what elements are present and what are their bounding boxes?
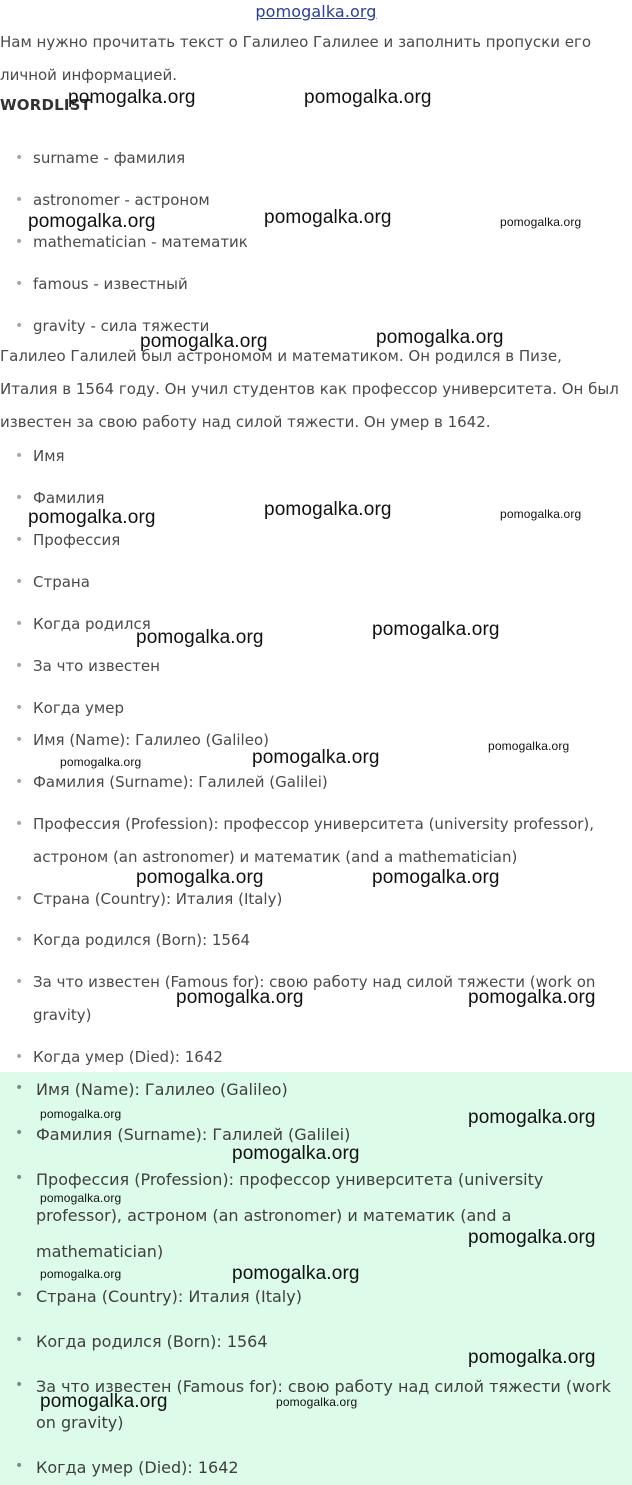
watermark: pomogalka.org [264,207,392,228]
bullet: • [15,1080,24,1096]
answer-item-text: Когда родился (Born): 1564 [36,1332,268,1351]
list-item-text: Когда умер [33,699,124,717]
bullet: • [15,1332,24,1348]
bullet: • [15,700,24,716]
answer-item [0,1162,620,1270]
answer-item-text: Фамилия (Surname): Галилей (Galilei) [36,1125,351,1144]
list-item-text: Профессия (Profession): профессор университета (university professor), астроном (an astronomer) и математик (and a mathematician) [33,815,595,866]
list-item-text: Когда умер (Died): 1642 [33,1048,223,1066]
intro-paragraph: Нам нужно прочитать текст о Галилео Галилее и заполнить пропуски его личной информацией. [0,33,592,84]
list-item-text: Имя [33,447,65,465]
bullet: • [15,532,24,548]
watermark: pomogalka.org [40,1267,122,1281]
bullet: • [15,234,24,250]
bullet: • [15,574,24,590]
list-item [0,566,620,599]
list-item [0,766,620,799]
watermark: pomogalka.org [140,331,268,352]
answer-item-text: Когда умер (Died): 1642 [36,1458,239,1477]
watermark: pomogalka.org [372,867,500,888]
bullet: • [15,490,24,506]
watermark: pomogalka.org [468,1227,596,1248]
bullet: • [15,1458,24,1474]
watermark: pomogalka.org [276,1395,358,1409]
list-item-text: Имя (Name): Галилео (Galileo) [33,731,269,749]
wordlist-item-label: astronomer - астроном [33,191,210,209]
list-item [0,440,620,473]
wordlist-item-label: mathematician - математик [33,233,248,251]
wordlist-heading: WORDLIST [0,96,92,114]
bullet: • [15,1377,24,1393]
watermark: pomogalka.org [176,987,304,1008]
watermark: pomogalka.org [264,499,392,520]
bullet: • [15,732,24,748]
answer-item [0,1072,620,1108]
wordlist-item-label: surname - фамилия [33,149,186,167]
list-item-text: Страна [33,573,90,591]
wordlist-item-label: famous - известный [33,275,188,293]
list-item [0,1041,620,1074]
bullet: • [15,1170,24,1186]
answer-item-text: Страна (Country): Италия (Italy) [36,1287,302,1306]
bullet: • [15,1287,24,1303]
bullet: • [15,891,24,907]
list-item-text: За что известен [33,657,160,675]
answer-item [0,1450,620,1485]
watermark: pomogalka.org [28,507,156,528]
answer-item-text: Профессия (Profession): профессор университета (university professor), астроном (an astronomer) и математик (and a mathematician) [36,1170,544,1261]
bullet: • [15,150,24,166]
list-item-text: Фамилия (Surname): Галилей (Galilei) [33,773,328,791]
watermark: pomogalka.org [40,1191,122,1205]
watermark: pomogalka.org [28,211,156,232]
wordlist-item-gravity [0,310,620,343]
watermark: pomogalka.org [40,1391,168,1412]
list-item [0,924,620,957]
wordlist-item-label: gravity - сила тяжести [33,317,210,335]
bullet: • [15,816,24,832]
list-item [0,608,620,641]
bullet: • [15,192,24,208]
watermark: pomogalka.org [468,1347,596,1368]
watermark: pomogalka.org [252,747,380,768]
watermark: pomogalka.org [136,867,264,888]
list-item [0,650,620,683]
wordlist-item-famous [0,268,620,301]
watermark: pomogalka.org [372,619,500,640]
bullet: • [15,932,24,948]
list-item-text: За что известен (Famous for): свою работу над силой тяжести (work on gravity) [33,973,596,1024]
story-paragraph: Галилео Галилей был астрономом и математиком. Он родился в Пизе, Италия в 1564 году. Он учил студентов как профессор университета. Он был известен за свою работу над силой тяжести. Он умер в 1642. [0,347,619,431]
watermark: pomogalka.org [488,739,570,753]
watermark: pomogalka.org [468,987,596,1008]
list-item [0,883,620,916]
list-item-text: Когда родился (Born): 1564 [33,931,251,949]
watermark: pomogalka.org [40,1107,122,1121]
watermark: pomogalka.org [500,507,582,521]
wordlist-item-surname [0,142,620,175]
bullet: • [15,1049,24,1065]
bullet: • [15,616,24,632]
bullet: • [15,276,24,292]
watermark: pomogalka.org [68,87,196,108]
list-item [0,692,620,725]
bullet: • [15,974,24,990]
bullet: • [15,774,24,790]
bullet: • [15,318,24,334]
list-item-text: Страна (Country): Италия (Italy) [33,890,283,908]
watermark: pomogalka.org [468,1107,596,1128]
watermark: pomogalka.org [136,627,264,648]
answer-item-text: Имя (Name): Галилео (Galileo) [36,1080,288,1099]
list-item [0,808,620,874]
watermark: pomogalka.org [376,327,504,348]
watermark: pomogalka.org [60,755,142,769]
watermark: pomogalka.org [232,1143,360,1164]
bullet: • [15,1125,24,1141]
watermark: pomogalka.org [500,215,582,229]
site-link[interactable]: pomogalka.org [255,2,377,21]
bullet: • [15,658,24,674]
bullet: • [15,448,24,464]
watermark: pomogalka.org [304,87,432,108]
list-item-text: Профессия [33,531,121,549]
watermark: pomogalka.org [232,1263,360,1284]
list-item-text: Фамилия [33,489,105,507]
answer-item-text: За что известен (Famous for): свою работу над силой тяжести (work on gravity) [36,1377,611,1432]
list-item-text: Когда родился [33,615,151,633]
